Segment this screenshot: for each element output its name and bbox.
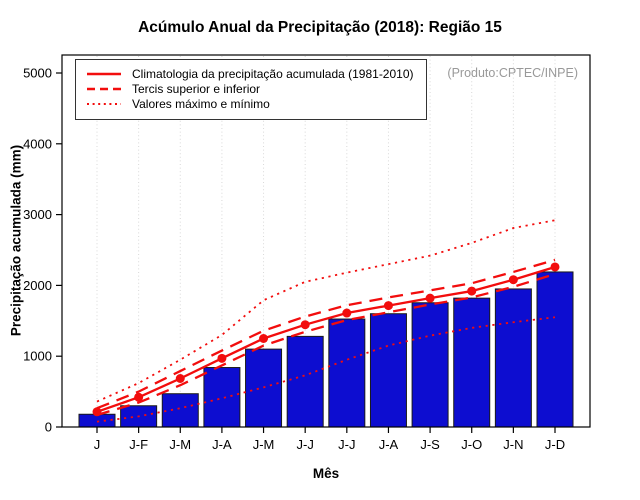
x-tick-label: J-J <box>296 437 314 452</box>
y-tick-label: 2000 <box>23 277 52 293</box>
marker-dot <box>176 374 185 383</box>
dotted-line-icon <box>85 98 123 110</box>
marker-dot <box>467 287 476 296</box>
legend-item-climatology <box>85 68 414 80</box>
marker-dot <box>134 393 143 402</box>
bar-J-J <box>329 319 365 427</box>
bar-J-M <box>162 394 198 427</box>
legend <box>75 59 427 120</box>
bar-J-N <box>495 289 531 427</box>
legend-label-climatology: Climatologia da precipitação acumulada (1981-2010) <box>132 67 414 81</box>
solid-line-icon <box>85 68 123 80</box>
x-tick-label: J-S <box>420 437 440 452</box>
x-tick-label: J-O <box>461 437 483 452</box>
marker-dot <box>342 309 351 318</box>
marker-dot <box>384 301 393 310</box>
bar-J-A <box>370 314 406 427</box>
chart-title: Acúmulo Anual da Precipitação (2018): Região 15 <box>138 19 502 36</box>
marker-dot <box>509 275 518 284</box>
bar-J-S <box>412 303 448 427</box>
legend-label-tercis: Tercis superior e inferior <box>132 82 261 96</box>
x-axis <box>94 427 565 452</box>
x-tick-label: J-D <box>544 437 566 452</box>
marker-dot <box>551 262 560 271</box>
bar-J-J <box>287 336 323 427</box>
marker-dot <box>217 354 226 363</box>
marker-dot <box>259 334 268 343</box>
watermark-text: (Produto:CPTEC/INPE) <box>447 66 578 80</box>
x-tick-label: J-J <box>338 437 356 452</box>
legend-item-max-min <box>85 98 414 110</box>
y-axis-label: Precipitação acumulada (mm) <box>8 144 24 337</box>
x-tick-label: J-F <box>129 437 149 452</box>
x-tick-label: J <box>93 437 101 452</box>
y-tick-label: 0 <box>44 419 52 435</box>
bar-J-A <box>204 368 240 427</box>
legend-label-max-min: Valores máximo e mínimo <box>132 97 270 111</box>
y-tick-label: 5000 <box>23 65 52 81</box>
legend-item-tercis <box>85 83 414 95</box>
x-tick-label: J-M <box>169 437 192 452</box>
marker-dot <box>301 320 310 329</box>
x-tick-label: J-N <box>503 437 524 452</box>
marker-dot <box>93 407 102 416</box>
x-tick-label: J-A <box>212 437 232 452</box>
bar-J-O <box>454 298 490 427</box>
y-axis <box>23 66 62 435</box>
marker-dot <box>426 294 435 303</box>
y-tick-label: 3000 <box>23 207 52 223</box>
y-tick-label: 1000 <box>23 348 52 364</box>
x-tick-label: J-M <box>252 437 275 452</box>
bar-J-D <box>537 272 573 427</box>
dashed-line-icon <box>85 83 123 95</box>
y-tick-label: 4000 <box>23 136 52 152</box>
x-tick-label: J-A <box>378 437 399 452</box>
x-axis-label: Mês <box>312 466 340 481</box>
bars-group <box>79 272 573 427</box>
